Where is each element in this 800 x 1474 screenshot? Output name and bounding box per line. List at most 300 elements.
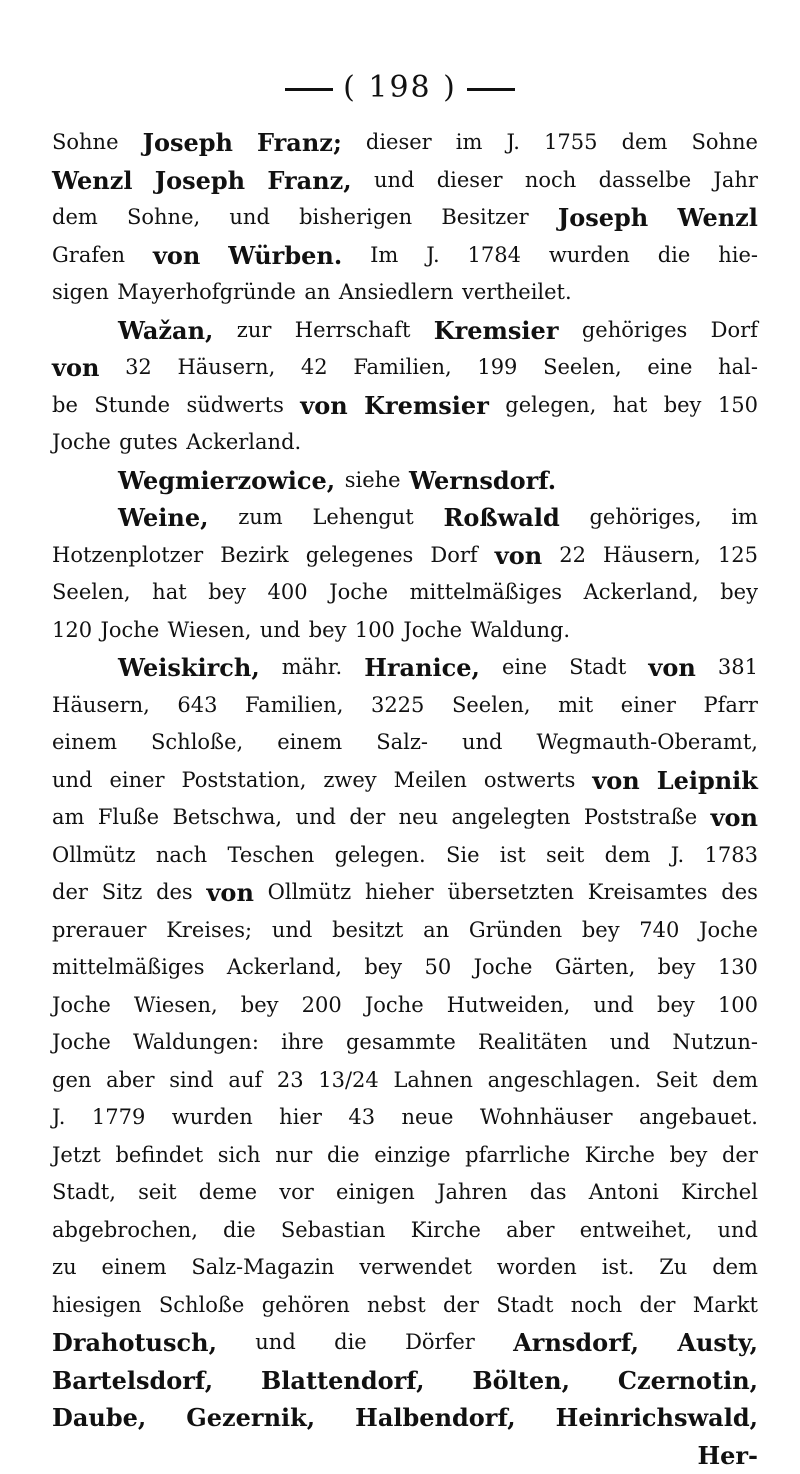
place-name: Bölten, xyxy=(472,1362,570,1400)
word: und xyxy=(272,912,313,950)
word: Stadt xyxy=(496,1287,553,1325)
word: hie- xyxy=(718,237,758,275)
place-name: von xyxy=(52,349,99,387)
word: Familien, xyxy=(353,349,451,387)
word: abgebrochen, xyxy=(52,1212,198,1250)
word: 3225 xyxy=(371,687,424,725)
word: Stunde xyxy=(94,387,170,425)
place-name: Bartelsdorf, xyxy=(52,1362,213,1400)
word: zur xyxy=(237,312,272,350)
word: Joche xyxy=(100,612,159,650)
word: bey xyxy=(658,949,696,987)
text-line xyxy=(52,162,758,200)
word: bey xyxy=(241,987,279,1025)
word: sind xyxy=(169,1062,213,1100)
word: und xyxy=(717,1212,758,1250)
word: einem xyxy=(101,1249,166,1287)
word: einzige xyxy=(374,1137,450,1175)
word: Kreisamtes xyxy=(588,874,708,912)
word: gehöriges, xyxy=(589,499,701,537)
place-name: Leipnik xyxy=(657,762,758,800)
word: Stadt, xyxy=(52,1174,116,1212)
word: Betschwa, xyxy=(173,799,283,837)
body-text xyxy=(52,124,758,1474)
word: bey xyxy=(664,387,702,425)
word: bey xyxy=(208,574,246,612)
text-line xyxy=(52,1399,758,1437)
word: 400 xyxy=(268,574,308,612)
word: Ansiedlern xyxy=(339,274,454,312)
word: Teschen xyxy=(228,837,315,875)
word: und xyxy=(260,612,301,650)
word: dem xyxy=(52,199,98,237)
word: J. xyxy=(426,237,439,275)
word: dem xyxy=(712,1249,758,1287)
word: mähr. xyxy=(282,649,342,687)
text-line xyxy=(52,837,758,875)
word: hier xyxy=(279,1099,322,1137)
text-line xyxy=(52,612,758,650)
place-name: Franz; xyxy=(257,124,342,162)
place-name: Wenzl xyxy=(52,162,132,200)
word: Joche xyxy=(365,987,424,1025)
place-name: Weiskirch, xyxy=(118,649,260,687)
place-name: von xyxy=(495,537,542,575)
word: gehöriges xyxy=(582,312,687,350)
page-number-header xyxy=(0,70,800,105)
word: Joche xyxy=(52,424,111,462)
word: Nutzun- xyxy=(672,1024,758,1062)
text-line xyxy=(52,124,758,162)
header-dash-left xyxy=(285,88,333,91)
word: hiesigen xyxy=(52,1287,142,1325)
place-name: Kremsier xyxy=(434,312,559,350)
text-line xyxy=(52,949,758,987)
word: bey xyxy=(364,949,402,987)
word: Seelen, xyxy=(543,349,622,387)
word: Gründen xyxy=(469,912,562,950)
place-name: Würben. xyxy=(228,237,342,275)
place-name: Hranice, xyxy=(364,649,480,687)
word: 1779 xyxy=(92,1099,145,1137)
word: Salz- xyxy=(376,724,428,762)
word: Zu xyxy=(659,1249,687,1287)
word: die xyxy=(223,1212,256,1250)
word: dem xyxy=(712,1062,758,1100)
word: Sitz xyxy=(102,874,143,912)
word: aber xyxy=(106,1062,154,1100)
word: Herrschaft xyxy=(295,312,411,350)
word: Poststation, xyxy=(182,762,307,800)
word: einer xyxy=(621,687,676,725)
text-line xyxy=(52,1174,758,1212)
word: 13/24 xyxy=(318,1062,379,1100)
word: Wohnhäuser xyxy=(480,1099,613,1137)
word: einem xyxy=(52,724,117,762)
word: 130 xyxy=(718,949,758,987)
word: hal- xyxy=(718,349,758,387)
word: neu xyxy=(399,799,438,837)
word: Ackerland, xyxy=(227,949,342,987)
word: der xyxy=(640,1287,676,1325)
word: die xyxy=(658,237,691,275)
word: hat xyxy=(152,574,186,612)
word: nebst xyxy=(367,1287,426,1325)
word: der xyxy=(52,874,88,912)
word: Waldung. xyxy=(470,612,570,650)
text-line xyxy=(52,537,758,575)
word: vertheilet. xyxy=(462,274,572,312)
word: 50 xyxy=(424,949,451,987)
word: angelegten xyxy=(452,799,571,837)
word: zu xyxy=(52,1249,77,1287)
word: ist xyxy=(500,837,526,875)
word: Ollmütz xyxy=(52,837,136,875)
place-name: von xyxy=(206,874,253,912)
text-line xyxy=(52,199,758,237)
text-line xyxy=(52,574,758,612)
word: Realitäten xyxy=(478,1024,588,1062)
word: Familien, xyxy=(245,687,343,725)
text-line xyxy=(52,1324,758,1362)
word: 42 xyxy=(301,349,328,387)
word: Sohne xyxy=(52,124,119,162)
text-line xyxy=(52,762,758,800)
word: Jahr xyxy=(713,162,758,200)
word: und xyxy=(255,1324,296,1362)
word: Lehengut xyxy=(312,499,413,537)
word: Joche xyxy=(699,912,758,950)
word: vor xyxy=(279,1174,314,1212)
word: Gärten, xyxy=(555,949,635,987)
word: verwendet xyxy=(359,1249,472,1287)
word: gutes xyxy=(119,424,178,462)
place-name: Joseph xyxy=(143,124,233,162)
word: aber xyxy=(506,1212,554,1250)
word: Seit xyxy=(656,1062,698,1100)
word: des xyxy=(156,874,193,912)
word: Besitzer xyxy=(441,199,528,237)
word: und xyxy=(374,162,415,200)
word: am xyxy=(52,799,84,837)
word: mittelmäßiges xyxy=(410,574,562,612)
word: Dörfer xyxy=(405,1324,475,1362)
word: Jetzt xyxy=(52,1137,101,1175)
word: Sie xyxy=(446,837,480,875)
word: einem xyxy=(277,724,342,762)
word: Sebastian xyxy=(281,1212,386,1250)
text-line xyxy=(52,387,758,425)
word: 740 xyxy=(639,912,679,950)
word: mittelmäßiges xyxy=(52,949,204,987)
word: Stadt xyxy=(569,649,626,687)
word: nach xyxy=(156,837,207,875)
word: der xyxy=(349,799,385,837)
place-name: Heinrichswald, xyxy=(556,1399,758,1437)
word: 1755 xyxy=(544,124,597,162)
word: siehe xyxy=(345,462,401,500)
word: und xyxy=(462,724,503,762)
place-name: Halbendorf, xyxy=(355,1399,515,1437)
word: Häusern, xyxy=(52,687,150,725)
word: 1783 xyxy=(705,837,758,875)
text-line xyxy=(52,1287,758,1325)
word: gelegenes xyxy=(306,537,414,575)
word: und xyxy=(295,799,336,837)
word: prerauer xyxy=(52,912,146,950)
word: angebauet. xyxy=(639,1099,758,1137)
word: Kirche xyxy=(585,1137,655,1175)
word: Ackerland, xyxy=(584,574,699,612)
word: deme xyxy=(199,1174,257,1212)
word: und xyxy=(610,1024,651,1062)
word: Markt xyxy=(693,1287,758,1325)
word: auf xyxy=(228,1062,262,1100)
word: im xyxy=(731,499,758,537)
text-line xyxy=(52,1137,758,1175)
word: pfarrliche xyxy=(465,1137,570,1175)
word: dem xyxy=(622,124,668,162)
text-line xyxy=(52,912,758,950)
word: Joche xyxy=(403,612,462,650)
word: einer xyxy=(109,762,164,800)
word: Jahren xyxy=(437,1174,507,1212)
word: südwerts xyxy=(186,387,283,425)
word: Im xyxy=(370,237,398,275)
word: seit xyxy=(138,1174,176,1212)
word: zum xyxy=(238,499,283,537)
word: Wiesen, xyxy=(134,987,218,1025)
word: 23 xyxy=(277,1062,304,1100)
word: bisherigen xyxy=(299,199,412,237)
place-name: Drahotusch, xyxy=(52,1324,217,1362)
word: 1784 xyxy=(468,237,521,275)
word: noch xyxy=(525,162,576,200)
word: dasselbe xyxy=(599,162,692,200)
word: 125 xyxy=(718,537,758,575)
word: 22 xyxy=(559,537,586,575)
word: an xyxy=(304,274,330,312)
word: besitzt xyxy=(332,912,403,950)
word: bey xyxy=(309,612,347,650)
place-name: von xyxy=(153,237,200,275)
text-line xyxy=(52,724,758,762)
place-name: Wažan, xyxy=(118,312,213,350)
word: J. xyxy=(52,1099,65,1137)
catchword: Her- xyxy=(697,1437,758,1474)
word: bey xyxy=(657,987,695,1025)
word: wurden xyxy=(549,237,630,275)
place-name: Joseph xyxy=(155,162,245,200)
word: Schloße xyxy=(159,1287,245,1325)
text-line xyxy=(52,799,758,837)
word: 120 xyxy=(52,612,92,650)
word: bey xyxy=(720,574,758,612)
word: gesammte xyxy=(346,1024,456,1062)
word: das xyxy=(530,1174,567,1212)
text-line xyxy=(52,987,758,1025)
word: ist. xyxy=(602,1249,635,1287)
word: Fluße xyxy=(98,799,159,837)
text-line xyxy=(52,237,758,275)
word: worden xyxy=(497,1249,577,1287)
word: Häusern, xyxy=(603,537,701,575)
text-line xyxy=(52,687,758,725)
word: 150 xyxy=(718,387,758,425)
word: Antoni xyxy=(589,1174,659,1212)
word: entweihet, xyxy=(580,1212,693,1250)
word: Joche xyxy=(52,1024,111,1062)
place-name: Weine, xyxy=(118,499,208,537)
word: Grafen xyxy=(52,237,125,275)
word: Joche xyxy=(474,949,533,987)
word: eine xyxy=(502,649,547,687)
word: mit xyxy=(558,687,593,725)
word: nur xyxy=(275,1137,312,1175)
word: sich xyxy=(218,1137,261,1175)
header-dash-right xyxy=(467,88,515,91)
word: gen xyxy=(52,1062,91,1100)
word: Hotzenplotzer xyxy=(52,537,203,575)
word: Salz-Magazin xyxy=(191,1249,334,1287)
word: 100 xyxy=(718,987,758,1025)
word: 199 xyxy=(477,349,517,387)
word: Wegmauth-Oberamt, xyxy=(537,724,758,762)
word: Kirchel xyxy=(681,1174,758,1212)
text-line xyxy=(52,462,758,500)
place-name: Wernsdorf. xyxy=(409,462,556,500)
word: Pfarr xyxy=(703,687,758,725)
word: Joche xyxy=(52,987,111,1025)
word: befindet xyxy=(115,1137,203,1175)
word: Häusern, xyxy=(177,349,275,387)
word: 643 xyxy=(177,687,217,725)
word: Meilen xyxy=(394,762,467,800)
place-name: Kremsier xyxy=(364,387,489,425)
word: Seelen, xyxy=(52,574,131,612)
word: Kreises; xyxy=(166,912,252,950)
word: Sohne, xyxy=(127,199,200,237)
place-name: von xyxy=(711,799,758,837)
word: Bezirk xyxy=(220,537,288,575)
word: neue xyxy=(402,1099,454,1137)
word: ihre xyxy=(281,1024,324,1062)
place-name: Arnsdorf, xyxy=(513,1324,639,1362)
word: einigen xyxy=(336,1174,415,1212)
place-name: von xyxy=(592,762,639,800)
word: Poststraße xyxy=(584,799,697,837)
word: hat xyxy=(613,387,647,425)
word: 32 xyxy=(125,349,152,387)
place-name: von xyxy=(648,649,695,687)
word: zwey xyxy=(323,762,376,800)
word: gelegen. xyxy=(335,837,426,875)
word: Wiesen, xyxy=(168,612,252,650)
place-name: Gezernik, xyxy=(186,1399,315,1437)
word: dem xyxy=(605,837,651,875)
word: Seelen, xyxy=(452,687,531,725)
place-name: Daube, xyxy=(52,1399,146,1437)
word: der xyxy=(722,1137,758,1175)
word: be xyxy=(52,387,78,425)
word: wurden xyxy=(172,1099,253,1137)
word: Kirche xyxy=(411,1212,481,1250)
word: an xyxy=(423,912,449,950)
text-line xyxy=(52,1024,758,1062)
word: angeschlagen. xyxy=(488,1062,641,1100)
word: Ollmütz xyxy=(268,874,352,912)
place-name: Joseph xyxy=(558,199,648,237)
word: hieher xyxy=(365,874,434,912)
text-line xyxy=(52,649,758,687)
word: gehören xyxy=(262,1287,350,1325)
word: eine xyxy=(647,349,692,387)
word: bey xyxy=(670,1137,708,1175)
word: Mayerhofgründe xyxy=(117,274,296,312)
text-line xyxy=(52,424,758,462)
text-line xyxy=(52,312,758,350)
place-name: Austy, xyxy=(677,1324,758,1362)
word: J. xyxy=(507,124,520,162)
word: der xyxy=(443,1287,479,1325)
word: bey xyxy=(582,912,620,950)
word: noch xyxy=(571,1287,622,1325)
word: Dorf xyxy=(430,537,477,575)
word: die xyxy=(327,1137,360,1175)
word: seit xyxy=(546,837,584,875)
word: 381 xyxy=(718,649,758,687)
text-line xyxy=(52,1062,758,1100)
word: J. xyxy=(671,837,684,875)
word: Joche xyxy=(329,574,388,612)
word: und xyxy=(593,987,634,1025)
word: ostwerts xyxy=(484,762,576,800)
word: Sohne xyxy=(691,124,758,162)
word: dieser xyxy=(366,124,432,162)
word: sigen xyxy=(52,274,109,312)
text-line xyxy=(52,274,758,312)
text-line xyxy=(52,874,758,912)
word: Lahnen xyxy=(393,1062,472,1100)
word: Hutweiden, xyxy=(447,987,570,1025)
place-name: Blattendorf, xyxy=(261,1362,424,1400)
text-line xyxy=(52,1212,758,1250)
word: die xyxy=(334,1324,367,1362)
word: Waldungen: xyxy=(133,1024,259,1062)
catchword-line xyxy=(52,1437,758,1474)
place-name: Wegmierzowice, xyxy=(118,462,335,500)
word: Ackerland. xyxy=(186,424,301,462)
word: gelegen, xyxy=(505,387,596,425)
word: dieser xyxy=(437,162,503,200)
word: und xyxy=(229,199,270,237)
page-number: ( 198 ) xyxy=(343,70,457,105)
place-name: Czernotin, xyxy=(618,1362,758,1400)
word: 100 xyxy=(355,612,395,650)
word: im xyxy=(456,124,483,162)
word: Dorf xyxy=(711,312,758,350)
text-line xyxy=(52,349,758,387)
word: und xyxy=(52,762,93,800)
text-line xyxy=(52,1362,758,1400)
word: Schloße, xyxy=(151,724,243,762)
place-name: Roßwald xyxy=(443,499,559,537)
place-name: Wenzl xyxy=(677,199,757,237)
word: des xyxy=(721,874,758,912)
word: 200 xyxy=(302,987,342,1025)
word: 43 xyxy=(348,1099,375,1137)
text-line xyxy=(52,1249,758,1287)
